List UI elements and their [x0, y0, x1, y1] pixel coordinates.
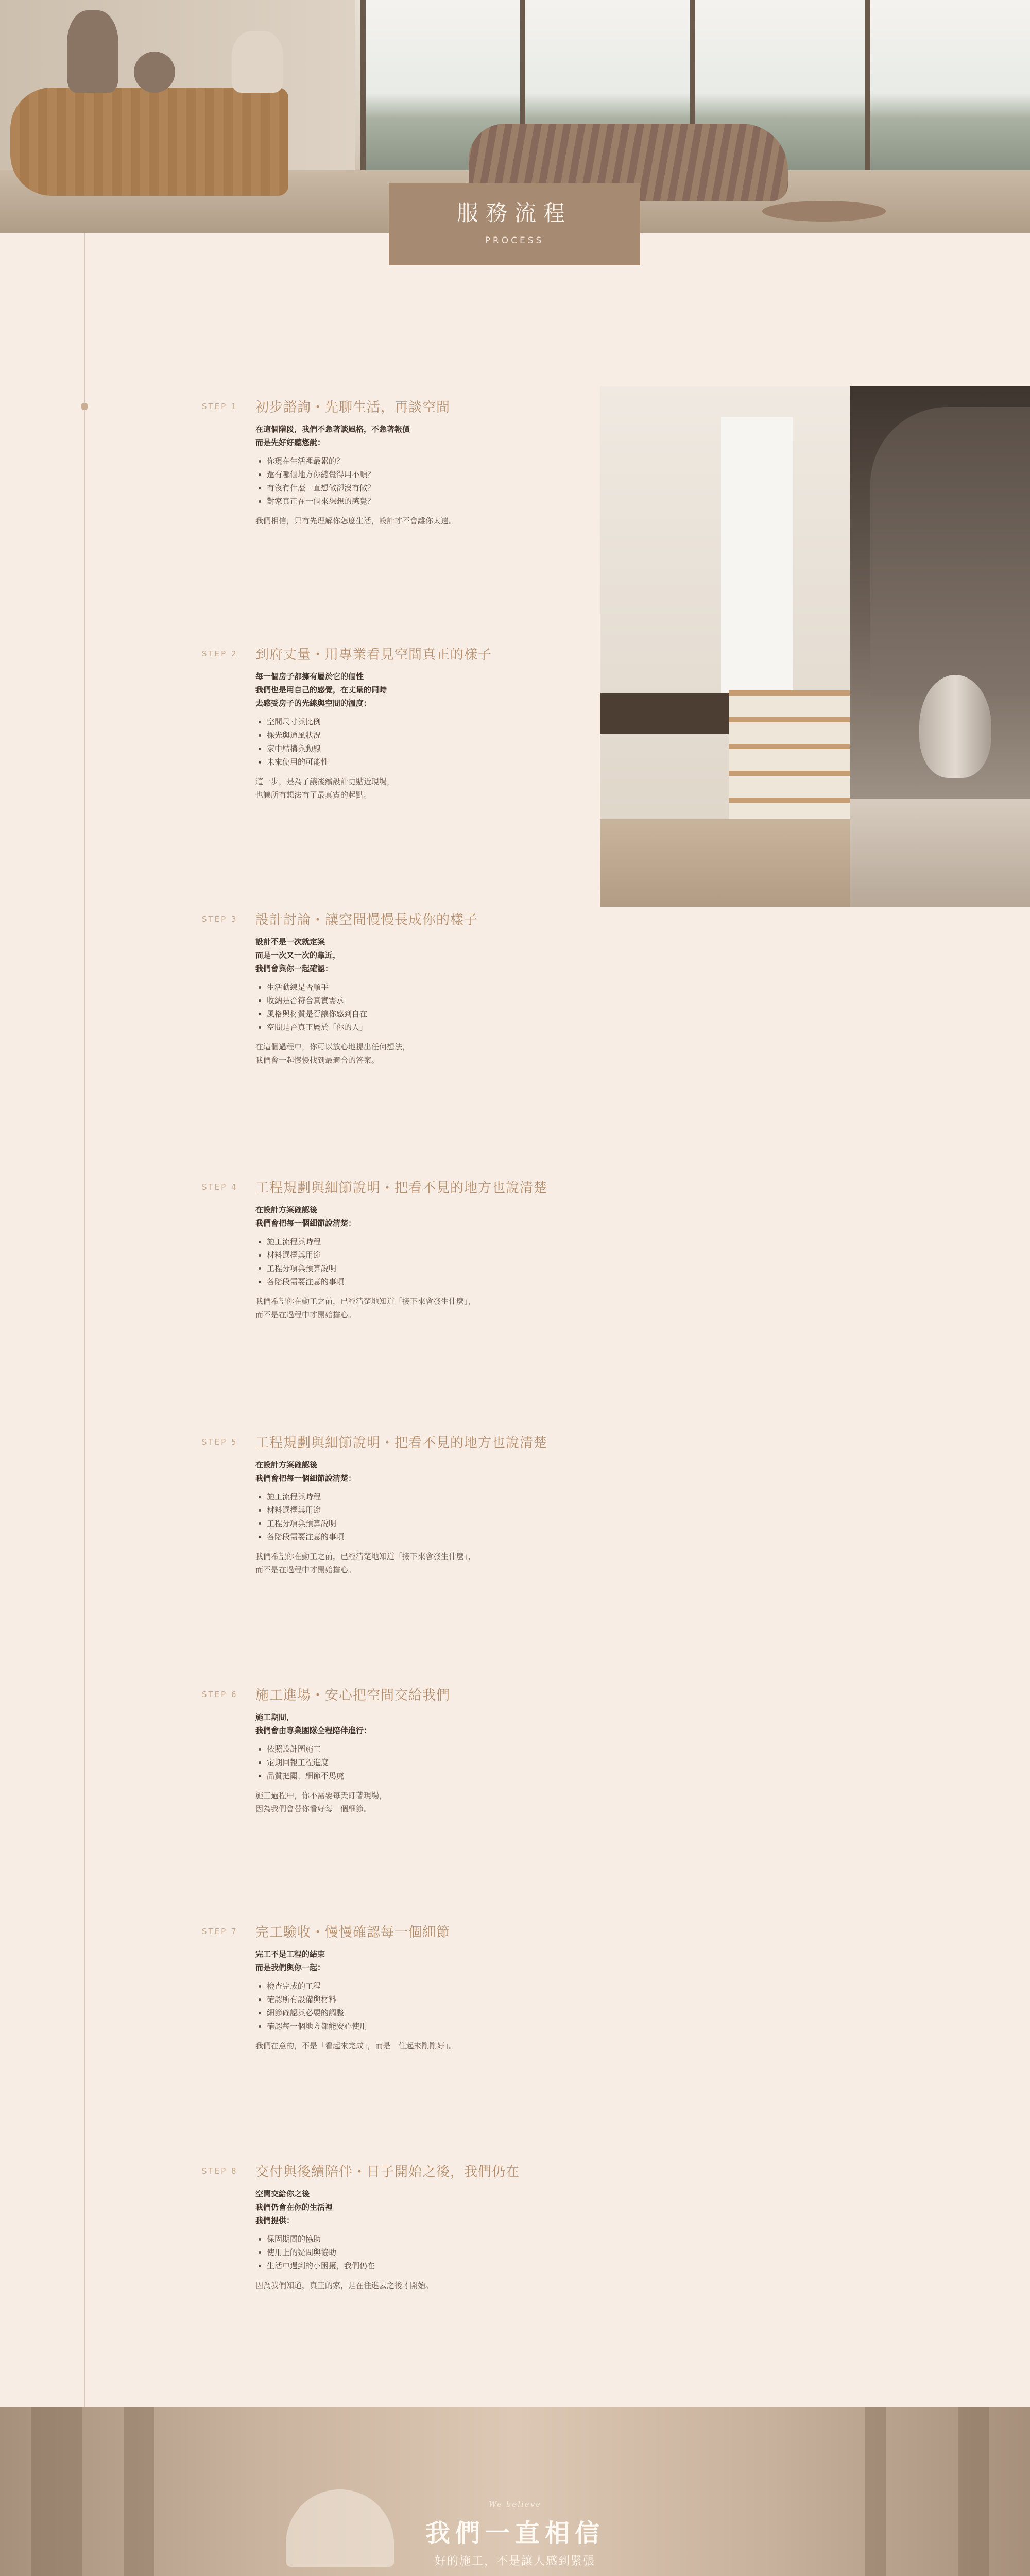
- step-body: [255, 2187, 585, 2292]
- step-outro: 而不是在過程中才開始擔心。: [255, 1565, 356, 1574]
- step-body: [255, 1203, 585, 1321]
- belief-heading: 我們一直相信: [425, 2519, 605, 2548]
- step-list-item: • 材料選擇與用途: [267, 1248, 585, 1262]
- step-list: [255, 1235, 585, 1289]
- step-intro: 施工期間，: [255, 1713, 295, 1722]
- step-list-item: • 未來使用的可能性: [267, 755, 585, 769]
- step-list-item: • 材料選擇與用途: [267, 1503, 585, 1517]
- page-title: 服務流程: [456, 200, 572, 226]
- step-list-item: • 確認所有設備與材料: [267, 1993, 585, 2006]
- step-outro: 我們希望你在動工之前，已經清楚地知道「接下來會發生什麼」，: [255, 1297, 476, 1306]
- step-number: STEP 8: [202, 2166, 238, 2176]
- step-intro: 在設計方案確認後: [255, 1460, 318, 1469]
- step-number: STEP 6: [202, 1689, 238, 1699]
- step-outro: 因為我們會替你看好每一個細節。: [255, 1804, 372, 1814]
- step-list-item: • 施工流程與時程: [267, 1490, 585, 1503]
- step-outro: 也讓所有想法有了最真實的起點。: [255, 790, 372, 800]
- banner-column: [124, 2407, 154, 2576]
- step-title: 完工驗收・慢慢確認每一個細節: [255, 1925, 451, 1940]
- step-list-item: • 檢查完成的工程: [267, 1979, 585, 1993]
- step-list-item: • 對家真正在一個來想想的感覺？: [267, 495, 585, 508]
- step-list-item: • 家中結構與動線: [267, 742, 585, 755]
- step-number: STEP 5: [202, 1437, 238, 1447]
- belief-subtitle: We believe: [488, 2500, 542, 2509]
- page-subtitle: PROCESS: [485, 235, 544, 246]
- step-intro: 我們仍會在你的生活裡: [255, 2202, 333, 2212]
- step-outro: 而不是在過程中才開始擔心。: [255, 1310, 356, 1319]
- banner-column: [865, 2407, 886, 2576]
- step-list-item: • 定期回報工程進度: [267, 1756, 585, 1769]
- step-number: STEP 4: [202, 1182, 238, 1192]
- step-body: [255, 1458, 585, 1577]
- step-title: 施工進場・安心把空間交給我們: [255, 1688, 451, 1703]
- step-intro: 我們提供：: [255, 2216, 295, 2225]
- step-number: STEP 7: [202, 1926, 238, 1936]
- banner-column: [31, 2407, 82, 2576]
- step-list-item: • 有沒有什麼一直想做卻沒有做？: [267, 481, 585, 495]
- step-intro: 去感受房子的光線與空間的溫度：: [255, 699, 372, 708]
- step-intro: 而是先好好聽您說：: [255, 438, 325, 447]
- hero-wood-shelf: [10, 88, 288, 196]
- step-outro: 這一步，是為了讓後續設計更貼近現場，: [255, 777, 395, 786]
- hero-vase: [134, 52, 175, 93]
- photo-stairs: [729, 690, 850, 824]
- step-outro: 我們在意的，不是「看起來完成」，而是「住起來剛剛好」。: [255, 2041, 457, 2050]
- step-list-item: • 你現在生活裡最累的？: [267, 454, 585, 468]
- photo-floor: [600, 819, 850, 907]
- step-list-item: • 空間是否真正屬於「你的人」: [267, 1021, 585, 1034]
- step-list: [255, 1742, 585, 1783]
- step-list: [255, 980, 585, 1034]
- step-list-item: • 使用上的疑問與協助: [267, 2246, 585, 2259]
- step-intro: 我們也是用自己的感覺，在丈量的同時: [255, 685, 387, 694]
- step-title: 工程規劃與細節說明・把看不見的地方也說清楚: [255, 1435, 548, 1451]
- belief-tagline: 好的施工，不是讓人感到緊張: [434, 2555, 595, 2568]
- step-intro: 空間交給你之後: [255, 2189, 310, 2198]
- timeline-dot: [81, 403, 88, 410]
- step-list-item: • 生活動線是否順手: [267, 980, 585, 994]
- step-outro: 施工過程中，你不需要每天盯著現場，: [255, 1791, 387, 1800]
- step-outro: 我們相信，只有先理解你怎麼生活，設計才不會離你太遠。: [255, 516, 457, 526]
- step-list-item: • 保固期間的協助: [267, 2232, 585, 2246]
- step-outro: 在這個過程中，你可以放心地提出任何想法，: [255, 1042, 410, 1052]
- photo-doorway: [721, 417, 793, 706]
- step-outro: 我們希望你在動工之前，已經清楚地知道「接下來會發生什麼」，: [255, 1552, 476, 1561]
- step-body: [255, 1710, 585, 1816]
- step-body: [255, 935, 585, 1067]
- step-list-item: • 工程分項與預算說明: [267, 1262, 585, 1275]
- step-intro: 我們會把每一個細節說清楚：: [255, 1218, 356, 1228]
- step-list-item: • 品質把關，細節不馬虎: [267, 1769, 585, 1783]
- process-interior-photo: [600, 386, 1030, 907]
- step-list: [255, 715, 585, 769]
- step-number: STEP 1: [202, 401, 238, 411]
- step-outro: 因為我們知道，真正的家，是在住進去之後才開始。: [255, 2281, 434, 2290]
- step-title: 工程規劃與細節說明・把看不見的地方也說清楚: [255, 1180, 548, 1196]
- photo-floor: [850, 799, 1030, 907]
- step-list-item: • 工程分項與預算說明: [267, 1517, 585, 1530]
- step-intro: 完工不是工程的結束: [255, 1950, 325, 1959]
- step-list: [255, 1979, 585, 2033]
- step-list-item: • 各階段需要注意的事項: [267, 1275, 585, 1289]
- hero-vase: [232, 31, 283, 93]
- step-intro: 每一個房子都擁有屬於它的個性: [255, 672, 364, 681]
- belief-banner: [0, 2407, 1030, 2576]
- step-list-item: • 依照設計圖施工: [267, 1742, 585, 1756]
- step-intro: 我們會把每一個細節說清楚：: [255, 1473, 356, 1483]
- step-list-item: • 細節確認與必要的調整: [267, 2006, 585, 2020]
- step-intro: 而是一次又一次的靠近，: [255, 951, 341, 960]
- step-list: [255, 2232, 585, 2273]
- step-list-item: • 還有哪個地方你總覺得用不順？: [267, 468, 585, 481]
- step-list-item: • 空間尺寸與比例: [267, 715, 585, 728]
- step-intro: 我們會與你一起確認：: [255, 964, 333, 973]
- step-list-item: • 生活中遇到的小困擾，我們仍在: [267, 2259, 585, 2273]
- hero-window: [865, 0, 1030, 175]
- process-title-box: [389, 183, 640, 265]
- step-list-item: • 收納是否符合真實需求: [267, 994, 585, 1007]
- step-list-item: • 施工流程與時程: [267, 1235, 585, 1248]
- step-intro: 在設計方案確認後: [255, 1205, 318, 1214]
- step-body: [255, 422, 585, 528]
- step-outro: 我們會一起慢慢找到最適合的答案。: [255, 1056, 380, 1065]
- step-list-item: • 各階段需要注意的事項: [267, 1530, 585, 1544]
- timeline-line: [84, 233, 85, 2407]
- banner-column: [958, 2407, 989, 2576]
- step-list-item: • 風格與材質是否讓你感到自在: [267, 1007, 585, 1021]
- step-list: [255, 1490, 585, 1544]
- step-title: 交付與後續陪伴・日子開始之後，我們仍在: [255, 2164, 520, 2180]
- step-list-item: • 採光與通風狀況: [267, 728, 585, 742]
- step-list: [255, 454, 585, 508]
- step-intro: 我們會由專業團隊全程陪伴進行：: [255, 1726, 372, 1735]
- step-intro: 設計不是一次就定案: [255, 937, 325, 946]
- photo-sculpture: [919, 675, 991, 778]
- step-body: [255, 1947, 585, 2053]
- step-list-item: • 確認每一個地方都能安心使用: [267, 2020, 585, 2033]
- step-title: 設計討論・讓空間慢慢長成你的樣子: [255, 912, 478, 928]
- step-title: 到府丈量・用專業看見空間真正的樣子: [255, 647, 492, 663]
- step-intro: 在這個階段，我們不急著談風格，不急著報價: [255, 425, 410, 434]
- hero-vase: [67, 10, 118, 93]
- step-number: STEP 3: [202, 914, 238, 924]
- step-body: [255, 670, 585, 802]
- hero-stool: [762, 201, 886, 222]
- step-number: STEP 2: [202, 649, 238, 658]
- step-title: 初步諮詢・先聊生活，再談空間: [255, 400, 451, 415]
- photo-shelf: [600, 693, 729, 734]
- step-intro: 而是我們與你一起：: [255, 1963, 325, 1972]
- photo-arch: [870, 407, 1030, 696]
